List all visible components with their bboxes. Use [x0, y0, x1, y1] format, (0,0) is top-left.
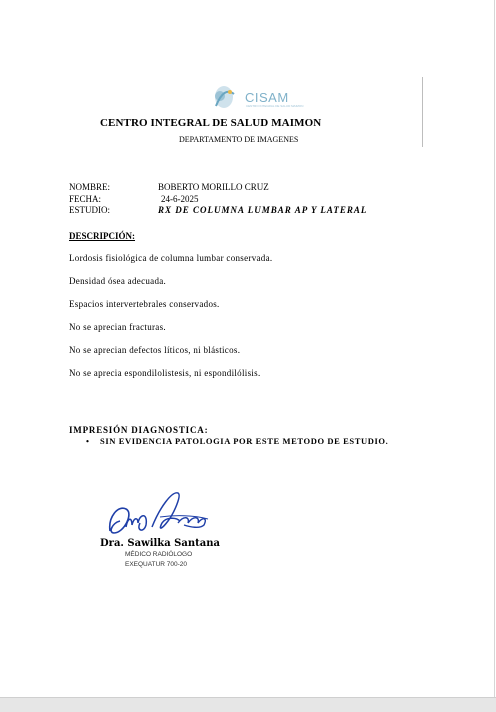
handwritten-signature-icon [104, 487, 214, 539]
name-label: NOMBRE: [69, 182, 111, 192]
study-value: RX DE COLUMNA LUMBAR AP Y LATERAL [158, 205, 368, 215]
logo-text: CISAM [245, 90, 289, 105]
description-line: Espacios intervertebrales conservados. [69, 299, 220, 309]
date-label: FECHA: [69, 194, 102, 204]
date-value: 24-6-2025 [161, 194, 199, 204]
impression-item [86, 436, 388, 446]
study-label: ESTUDIO: [69, 205, 110, 215]
description-heading: DESCRIPCIÓN: [69, 231, 136, 241]
signature-exequatur: EXEQUATUR 700-20 [125, 561, 188, 568]
description-line: No se aprecian fracturas. [69, 322, 166, 332]
logo-subtext: CENTRO INTEGRAL DE SALUD MAIMON [246, 104, 304, 108]
horizontal-scrollbar[interactable] [0, 697, 496, 712]
department-title: DEPARTAMENTO DE IMAGENES [179, 135, 299, 144]
bullet-icon: • [86, 436, 90, 446]
description-line: Densidad ósea adecuada. [69, 276, 167, 286]
center-title: CENTRO INTEGRAL DE SALUD MAIMON [100, 117, 322, 129]
impression-text: SIN EVIDENCIA PATOLOGIA POR ESTE METODO DE ESTUDIO. [100, 436, 389, 446]
description-line: No se aprecia espondilolistesis, ni espondilólisis. [69, 368, 261, 378]
signature-role: MÉDICO RADIÓLOGO [125, 551, 193, 558]
header-divider [422, 77, 423, 147]
name-value: BOBERTO MORILLO CRUZ [158, 182, 269, 192]
impression-heading: IMPRESIÓN DIAGNOSTICA: [69, 425, 209, 435]
description-line: No se aprecian defectos líticos, ni blásticos. [69, 345, 241, 355]
signature-name: Dra. Sawilka Santana [100, 538, 220, 549]
description-line: Lordosis fisiológica de columna lumbar conservada. [69, 253, 273, 263]
